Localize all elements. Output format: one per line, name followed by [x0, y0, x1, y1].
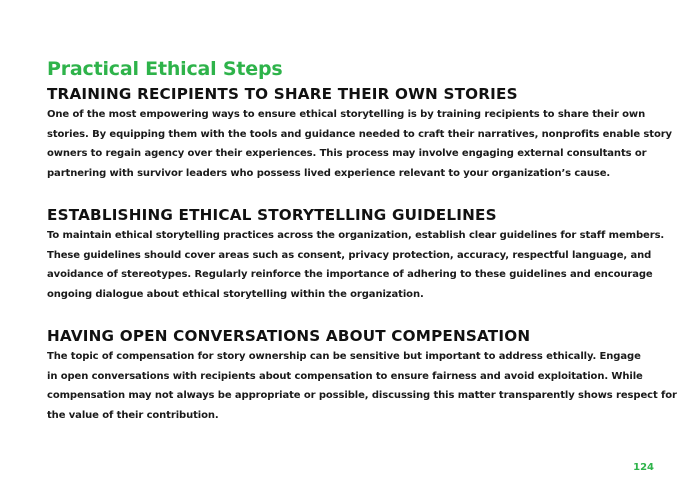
section-compensation	[47, 326, 677, 426]
section-body	[47, 226, 665, 305]
body-line: The topic of compensation for story ownership can be sensitive but important to address ethically. Engage	[47, 351, 641, 362]
section-body	[47, 347, 677, 426]
section-body	[47, 105, 672, 184]
page-title: Practical Ethical Steps	[47, 58, 283, 80]
body-line: the value of their contribution.	[47, 410, 219, 422]
body-line: owners to regain agency over their experiences. This process may involve engaging external consultants or	[47, 148, 647, 160]
page-number: 124	[633, 462, 654, 473]
body-line: These guidelines should cover areas such as consent, privacy protection, accuracy, respectful language, and	[47, 249, 652, 261]
body-line: One of the most empowering ways to ensure ethical storytelling is by training recipients to share their own	[47, 109, 646, 120]
section-training-recipients	[47, 84, 672, 184]
section-heading: HAVING OPEN CONVERSATIONS ABOUT COMPENSATION	[47, 327, 531, 345]
section-heading: ESTABLISHING ETHICAL STORYTELLING GUIDELINES	[47, 206, 497, 224]
body-line: stories. By equipping them with the tools and guidance needed to craft their narratives, nonprofits enable story	[47, 128, 672, 140]
body-line: compensation may not always be appropriate or possible, discussing this matter transparently shows respect for	[47, 390, 677, 402]
body-line: in open conversations with recipients about compensation to ensure fairness and avoid exploitation. While	[47, 370, 643, 382]
body-line: To maintain ethical storytelling practices across the organization, establish clear guidelines for staff members.	[47, 230, 665, 241]
body-line: partnering with survivor leaders who possess lived experience relevant to your organization’s cause.	[47, 168, 611, 180]
section-guidelines	[47, 205, 665, 305]
body-line: ongoing dialogue about ethical storytelling within the organization.	[47, 289, 424, 301]
section-heading: TRAINING RECIPIENTS TO SHARE THEIR OWN STORIES	[47, 85, 518, 103]
body-line: avoidance of stereotypes. Regularly reinforce the importance of adhering to these guidelines and encourage	[47, 269, 653, 281]
